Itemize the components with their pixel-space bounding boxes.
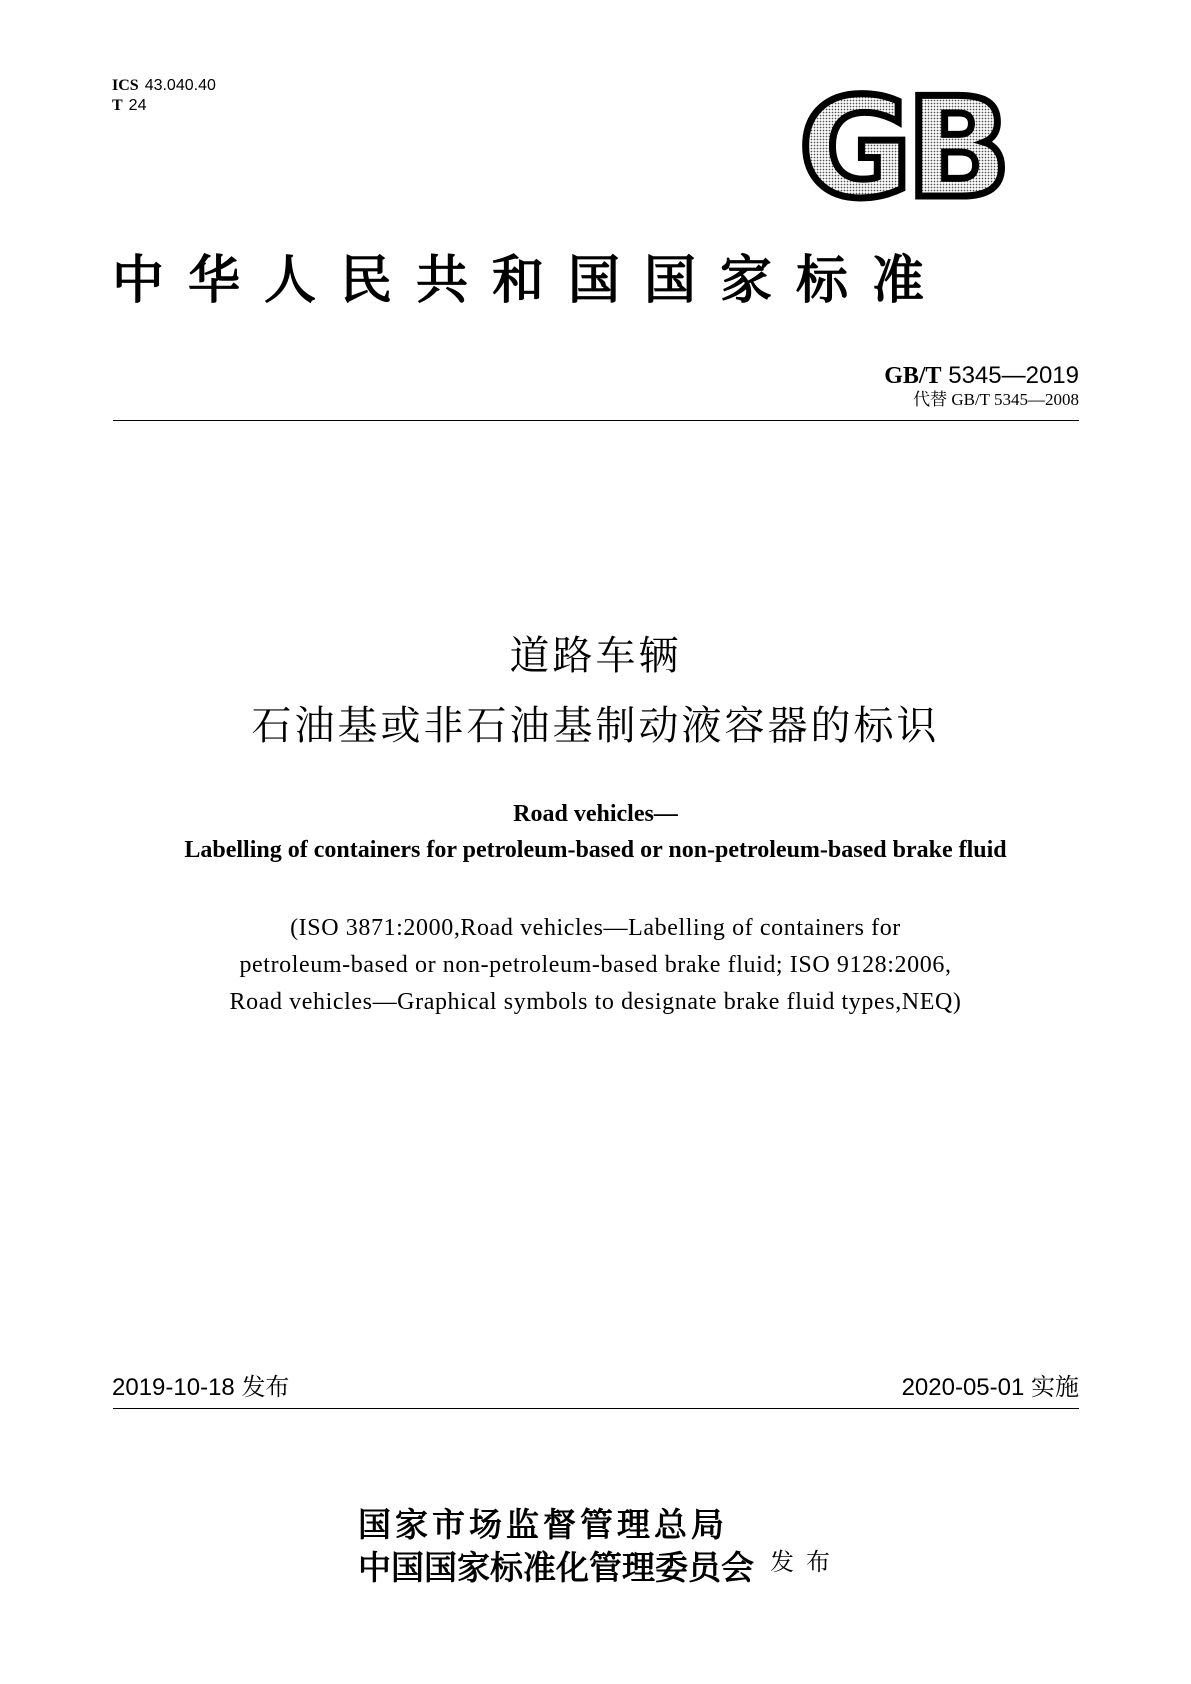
ics-code: 43.040.40 — [144, 77, 216, 94]
standard-number-block — [884, 362, 1079, 410]
issue-label: 发布 — [241, 1373, 290, 1401]
national-standard-heading: 中华人民共和国国家标准 — [112, 251, 949, 311]
issue-date — [112, 1373, 289, 1402]
ics-label: ICS — [112, 77, 139, 94]
issuer-org2: 中国国家标准化管理委员会 — [358, 1548, 754, 1587]
ics-classification — [112, 76, 216, 116]
title-en-line1: Road vehicles— — [513, 801, 678, 827]
gb-logo-text: GB — [798, 90, 1006, 210]
implement-date — [902, 1373, 1079, 1402]
standard-prefix: GB/T — [884, 363, 942, 389]
implement-date-value: 2020-05-01 — [901, 1374, 1025, 1401]
adoption-line3: Road vehicles—Graphical symbols to designate brake fluid types,NEQ) — [229, 989, 962, 1015]
adoption-line1: (ISO 3871:2000,Road vehicles—Labelling of containers for — [290, 915, 901, 941]
title-cn-line2: 石油基或非石油基制动液容器的标识 — [251, 703, 940, 749]
replaces-standard: 代替 GB/T 5345—2008 — [913, 390, 1079, 409]
issue-date-value: 2019-10-18 — [112, 1374, 235, 1401]
ccs-code: 24 — [128, 97, 147, 114]
title-en-line2: Labelling of containers for petroleum-based or non-petroleum-based brake fluid — [184, 837, 1007, 863]
footer-rule — [113, 1408, 1079, 1409]
header-rule — [113, 420, 1079, 421]
ccs-label: T — [112, 97, 123, 114]
adoption-line2: petroleum-based or non-petroleum-based brake fluid; ISO 9128:2006, — [239, 952, 952, 978]
standard-number: 5345—2019 — [948, 362, 1079, 389]
title-cn-line1: 道路车辆 — [509, 633, 682, 679]
gb-logo — [786, 90, 1018, 210]
issuer-org1: 国家市场监督管理总局 — [358, 1505, 728, 1544]
issued-label: 发布 — [770, 1548, 842, 1576]
implement-label: 实施 — [1031, 1373, 1079, 1401]
